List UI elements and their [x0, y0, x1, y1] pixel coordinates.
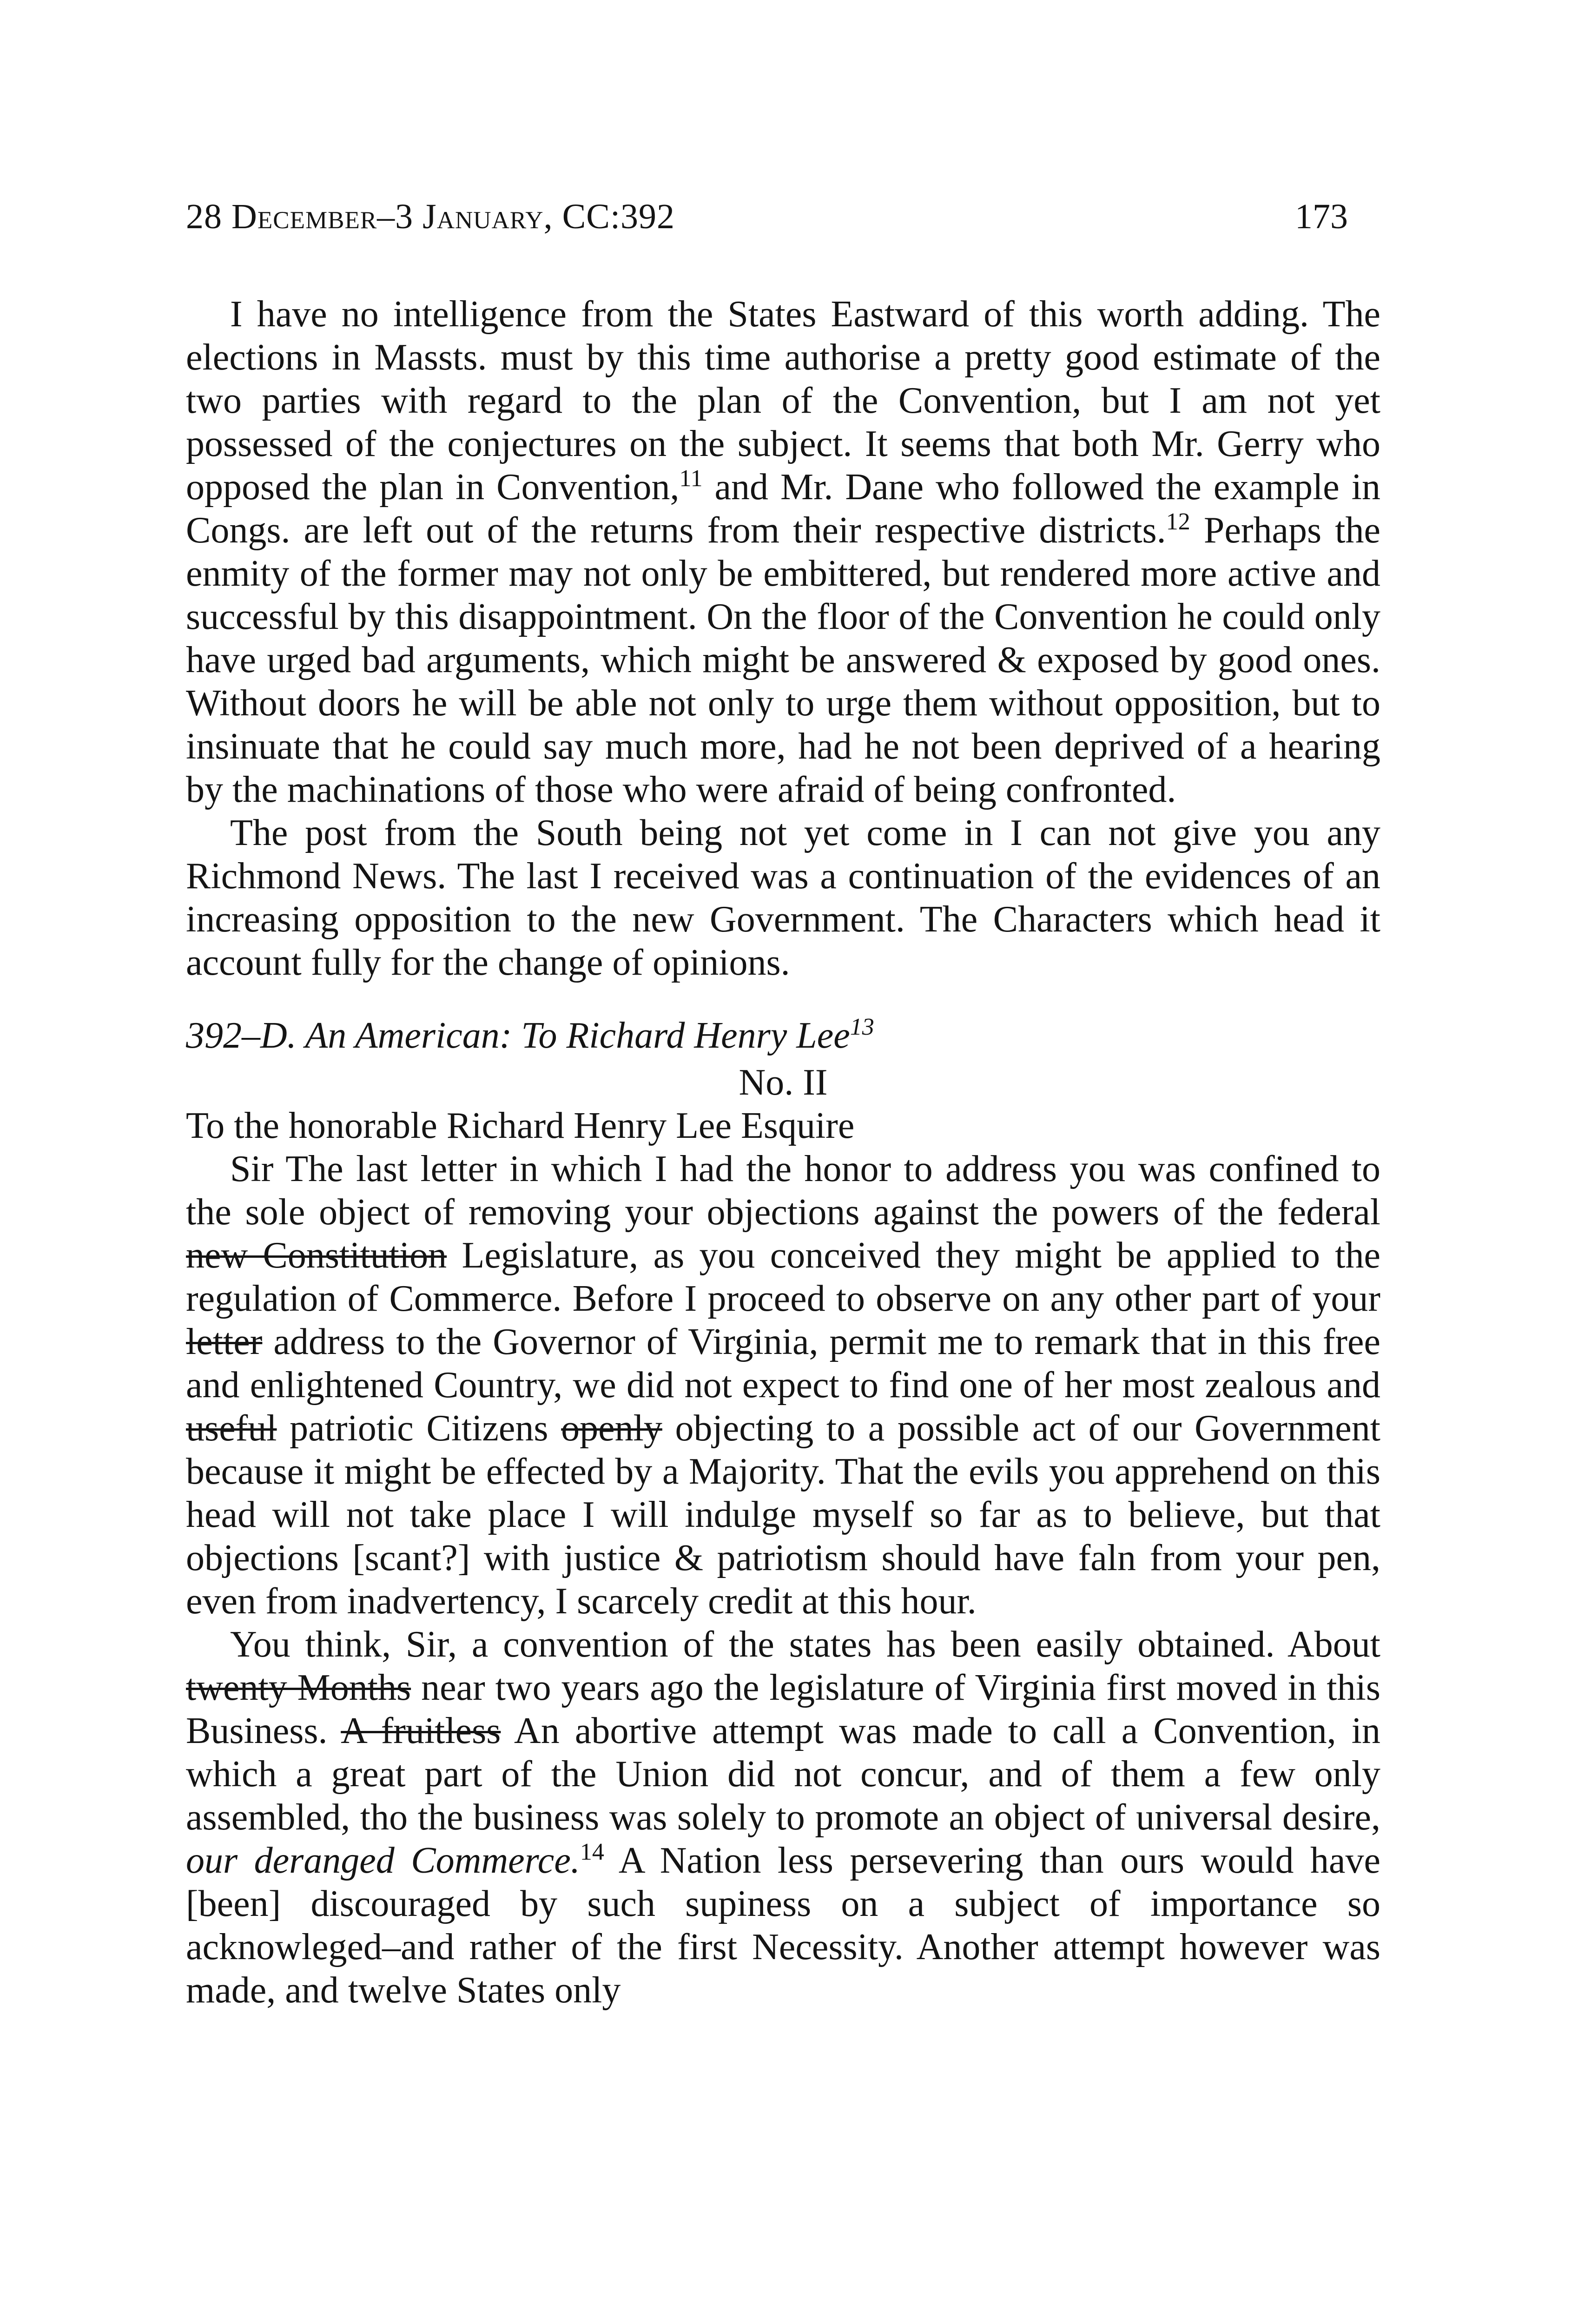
header-date-range: 28 December–3 January, CC:392: [186, 197, 675, 236]
text-run: and Mr. Dane who followed the example in Congs. are left out of the returns from their respective districts.: [186, 467, 1380, 551]
paragraph-2: The post from the South being not yet come in I can not give you any Richmond News. The last I received was a continuation of the evidences of an increasing opposition to the new Government. The Characters which head it account fully for the change of opinions.: [186, 812, 1380, 983]
salutation: To the honorable Richard Henry Lee Esquire: [186, 1105, 855, 1146]
struck-text: new Constitution: [186, 1235, 447, 1276]
text-run: objecting to a possible act of our Government because it might be effected by a Majority. That the evils you apprehend on this head will not take place I will indulge myself so far as to believe, but that objections [scant?] with justice & patriotism should have faln from your pen, even from inadvertency, I scarcely credit at this hour.: [186, 1408, 1381, 1622]
struck-text: twenty Months: [186, 1667, 411, 1708]
section-title: 392–D. An American: To Richard Henry Lee: [186, 1015, 850, 1056]
text-run: Sir The last letter in which I had the honor to address you was confined to the sole object of removing your objections against the powers of the federal: [186, 1149, 1380, 1233]
text-run: A Nation less persevering than ours would have [been] discouraged by such supiness on a subject of importance so acknowleged–and rather of the first Necessity. Another attempt however was made, and twelve States only: [186, 1840, 1380, 2011]
struck-text: A fruitless: [341, 1710, 501, 1751]
page-number: 173: [1295, 197, 1348, 236]
paragraph-1: [186, 293, 1380, 812]
text-run: Legislature, as you conceived they might be applied to the regulation of Commerce. Before I proceed to observe on any other part of your: [186, 1235, 1381, 1319]
footnote-ref-12: 12: [1166, 508, 1190, 535]
struck-text: letter: [186, 1321, 263, 1362]
text-run: You think, Sir, a convention of the states has been easily obtained. About: [230, 1624, 1380, 1665]
footnote-ref-11: 11: [679, 465, 703, 492]
text-run: I have no intelligence from the States Eastward of this worth adding. The elections in Massts. must by this time authorise a pretty good estimate of the two parties with regard to the plan of the Convention, but I am not yet possessed of the conjectures on the subject. It seems that both Mr. Gerry who opposed the plan in Convention,: [186, 294, 1380, 508]
italic-text: our deranged Commerce.: [186, 1840, 580, 1881]
text-run: patriotic Citizens: [277, 1408, 561, 1449]
text-run: address to the Governor of Virginia, permit me to remark that in this free and enlightened Country, we did not expect to find one of her most zealous and: [186, 1321, 1380, 1406]
paragraph-4: [186, 1623, 1380, 2012]
text-run: near two years ago the legislature of Virginia first moved in this Business.: [186, 1667, 1380, 1751]
struck-text: useful: [186, 1408, 277, 1449]
text-run: An abortive attempt was made to call a Convention, in which a great part of the Union did not concur, and of them a few only assembled, tho the business was solely to promote an object of universal desire,: [186, 1710, 1381, 1838]
section-heading: [186, 1014, 1380, 1057]
paragraph-3: [186, 1148, 1380, 1623]
letter-number: No. II: [739, 1062, 828, 1103]
text-run: Perhaps the enmity of the former may not only be embittered, but rendered more active and successful by this disappointment. On the floor of the Convention he could only have urged bad arguments, which might be answered & exposed by good ones. Without doors he will be able not only to urge them without opposition, but to insinuate that he could say much more, had he not been deprived of a hearing by the machinations of those who were afraid of being confronted.: [186, 510, 1381, 810]
footnote-ref-13: 13: [850, 1014, 874, 1040]
document-body: [186, 293, 1380, 2012]
footnote-ref-14: 14: [580, 1839, 604, 1865]
struck-text: openly: [561, 1408, 662, 1449]
